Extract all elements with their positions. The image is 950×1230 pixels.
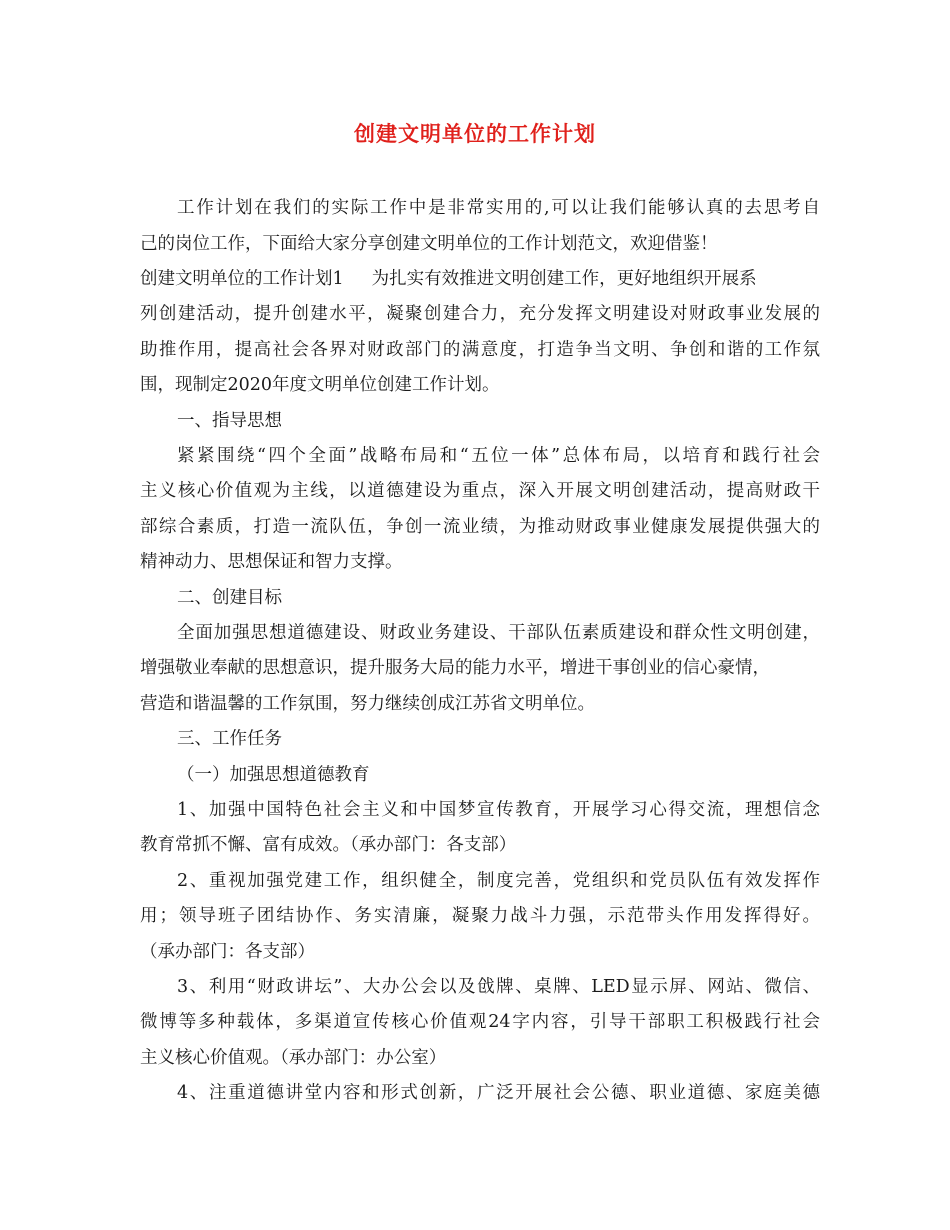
plan-heading-line [140,267,820,291]
paragraph-line: （承办部门：各支部） [140,942,315,962]
paragraph-line: 紧紧围绕“四个全面”战略布局和“五位一体”总体布局，以培育和践行社会 [177,446,820,466]
paragraph-line: 围，现制定2020年度文明单位创建工作计划。 [140,375,500,395]
paragraph-line: 部综合素质，打造一流队伍，争创一流业绩，为推动财政事业健康发展提供强大的 [140,517,820,537]
document-title: 创建文明单位的工作计划 [354,121,596,146]
paragraph-line: 工作计划在我们的实际工作中是非常实用的,可以让我们能够认真的去思考自 [177,198,820,218]
paragraph-line: 营造和谐温馨的工作氛围，努力继续创成江苏省文明单位。 [140,694,595,714]
paragraph-line: 主义核心价值观。（承办部门：办公室） [140,1048,447,1068]
section-heading: 一、指导思想 [177,411,282,431]
subsection-heading: （一）加强思想道德教育 [177,765,370,785]
paragraph-line: 用；领导班子团结协作、务实清廉，凝聚力战斗力强，示范带头作用发挥得好。 [140,906,820,926]
paragraph-line: 3、利用“财政讲坛”、大办公会以及戗牌、桌牌、LED显示屏、网站、微信、 [177,977,820,997]
paragraph-line: 列创建活动，提升创建水平，凝聚创建合力，充分发挥文明建设对财政事业发展的 [140,304,820,324]
section-heading: 二、创建目标 [177,588,282,608]
paragraph-line: 全面加强思想道德建设、财政业务建设、干部队伍素质建设和群众性文明创建， [177,623,820,643]
paragraph-line: 助推作用，提高社会各界对财政部门的满意度，打造争当文明、争创和谐的工作氛 [140,340,820,360]
paragraph-line: 4、注重道德讲堂内容和形式创新，广泛开展社会公德、职业道德、家庭美德 [177,1083,820,1103]
paragraph-line: 增强敬业奉献的思想意识，提升服务大局的能力水平，增进干事创业的信心豪情， [140,658,770,678]
section-heading: 三、工作任务 [177,729,282,749]
paragraph-line: 教育常抓不懈、富有成效。（承办部门：各支部） [140,835,517,855]
plan-heading: 创建文明单位的工作计划1 [140,269,344,289]
paragraph-line: 主义核心价值观为主线，以道德建设为重点，深入开展文明创建活动，提高财政干 [140,481,820,501]
paragraph-line: 2、重视加强党建工作，组织健全，制度完善，党组织和党员队伍有效发挥作 [177,871,820,891]
paragraph-line: 精神动力、思想保证和智力支撑。 [140,552,403,572]
paragraph-line: 己的岗位工作，下面给大家分享创建文明单位的工作计划范文，欢迎借鉴！ [140,234,718,254]
paragraph-text: 为扎实有效推进文明创建工作，更好地组织开展系 [371,269,757,289]
paragraph-line: 1、加强中国特色社会主义和中国梦宣传教育，开展学习心得交流，理想信念 [177,800,820,820]
paragraph-line: 微博等多种载体，多渠道宣传核心价值观24字内容，引导干部职工积极践行社会 [140,1012,820,1032]
